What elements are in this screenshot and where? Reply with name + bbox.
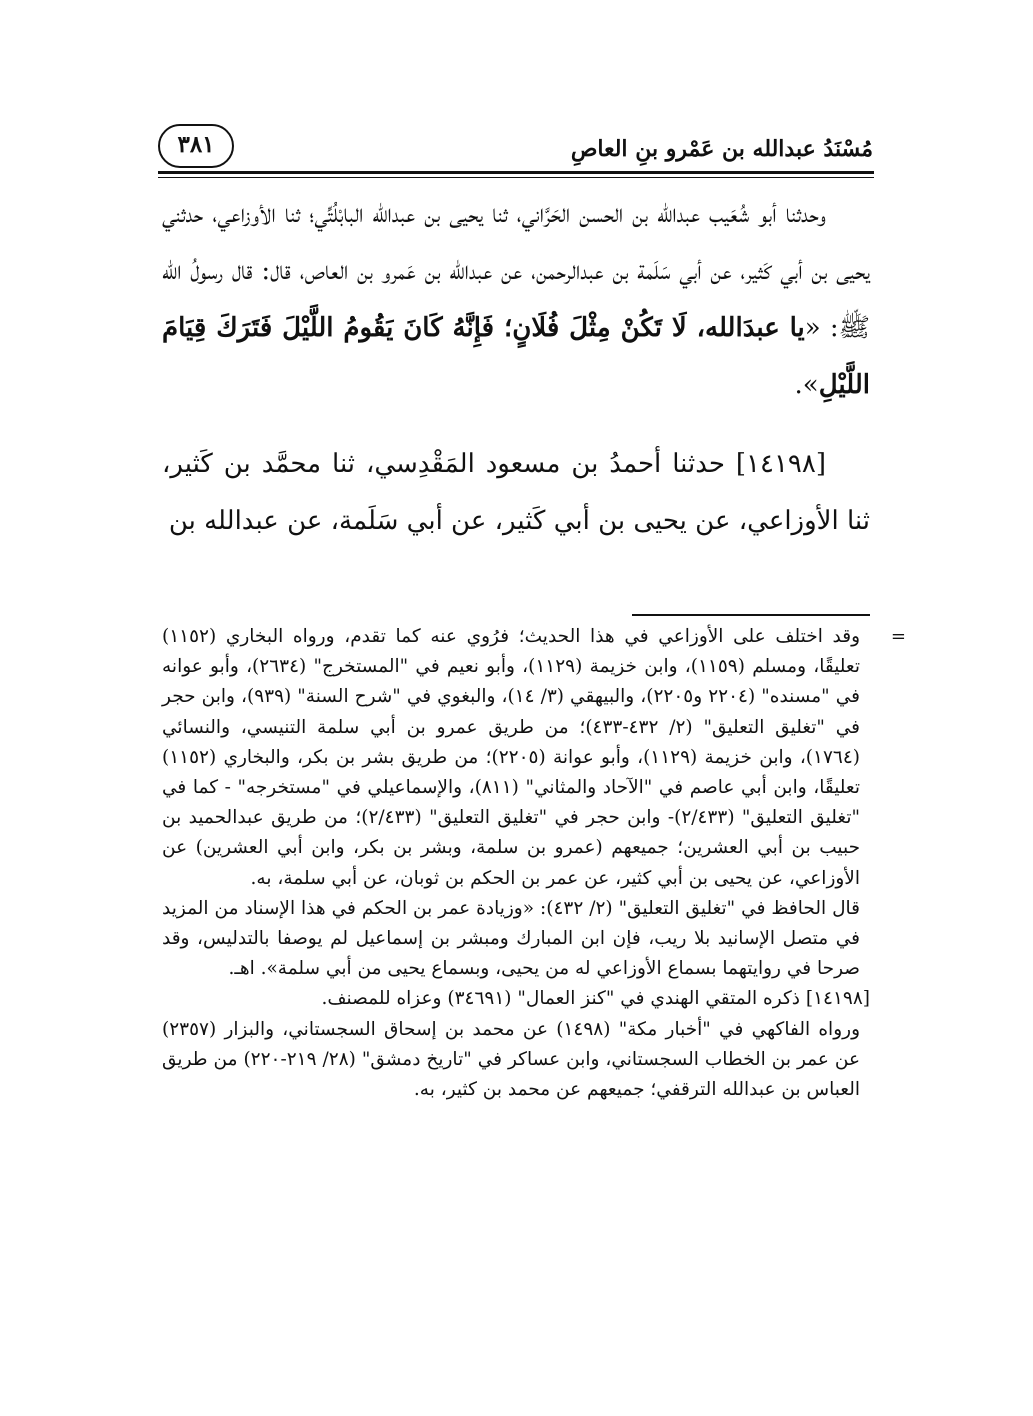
paragraph-hadith-chain xyxy=(162,186,870,414)
hadith-quote: يا عبدَالله، لَا تَكُنْ مِثْلَ فُلَانٍ؛ فَإِنَّهُ كَانَ يَقُومُ اللَّيْلَ فَتَرَكَ قِيَامَ اللَّيْلِ xyxy=(162,313,870,400)
footnote-hafiz-quote: قال الحافظ في "تغليق التعليق" (٢/ ٤٣٢): «وزيادة عمر بن الحكم في هذا الإسناد من المزيد في متصل الإسانيد بلا ريب، فإن ابن المبارك ومبشر بن إسماعيل لم يوصفا بالتدليس، وقد صرحا في روايتهما بسماع الأوزاعي له من يحيى، وبسماع يحيى من أبي سلمة». اهـ. xyxy=(162,897,861,980)
footnote-continuation xyxy=(162,622,906,894)
page-header xyxy=(160,118,873,178)
footnote-continuation-text: وقد اختلف على الأوزاعي في هذا الحديث؛ فرُوي عنه كما تقدم، ورواه البخاري (١١٥٢) تعليقًا، ومسلم (١١٥٩)، وابن خزيمة (١١٢٩)، وأبو نعيم في "المستخرج" (٢٦٣٤)، وأبو عوانه في "مسنده" (٢٢٠٤ و٢٢٠٥)، والبيهقي (٣/ ١٤)، والبغوي في "شرح السنة" (٩٣٩)، وابن حجر في "تغليق التعليق" (٢/ ٤٣٢-٤٣٣)؛ من طريق عمرو بن أبي سلمة التنيسي، والنسائي (١٧٦٤)، وابن خزيمة (١١٢٩)، وأبو عوانة (٢٢٠٥)؛ من طريق بشر بن بكر، والبخاري (١١٥٢) تعليقًا، وابن أبي عاصم في "الآحاد والمثاني" (٨١١)، والإسماعيلي في "مستخرجه" - كما في "تغليق التعليق" (٢/٤٣٣)- وابن حجر في "تغليق التعليق" (٢/٤٣٣)؛ من طريق عبدالحميد بن حبيب بن أبي العشرين؛ جميعهم (عمرو بن سلمة، وبشر بن بكر، وابن أبي العشرين) عن الأوزاعي، عن يحيى بن أبي كثير، عن عمر بن الحكم بن ثوبان، عن أبي سلمة، به. xyxy=(162,626,860,889)
footnote-14198-body: ورواه الفاكهي في "أخبار مكة" (١٤٩٨) عن محمد بن إسحاق السجستاني، والبزار (٢٣٥٧) عن عمر بن الخطاب السجستاني، وابن عساكر في "تاريخ دمشق" (٢٨/ ٢١٩-٢٢٠) من طريق العباس بن عبدالله الترقفي؛ جميعهم عن محمد بن كثير، به. xyxy=(162,1018,861,1101)
footnote-separator xyxy=(632,614,870,616)
main-text xyxy=(162,186,870,550)
header-rule-thick xyxy=(158,171,874,174)
hadith-quote-close: ». xyxy=(794,370,819,400)
footnote-14198-head: [١٤١٩٨] ذكره المتقي الهندي في "كنز العمال" (٣٤٦٩١) وعزاه للمصنف. xyxy=(321,988,870,1010)
hadith-chain-text: وحدثنا أبو شُعَيب عبدالله بن الحسن الحَرَّاني، ثنا يحيى بن عبدالله البابْلُتِّي؛ ثنا الأوزاعي، حدثني يحيى بن أبي كَثير، عن أبي سَلَمة بن عبدالرحمن، عن عبدالله بن عَمرو بن العاص، قال: قال رسولُ الله ﷺ: « xyxy=(162,199,870,343)
running-title: مُسْنَدُ عبدالله بن عَمْرو بنِ العاصِ xyxy=(570,136,873,162)
continuation-mark: = xyxy=(890,626,906,647)
page-number-badge: ٣٨١ xyxy=(158,124,234,168)
header-rule-thin xyxy=(158,177,874,178)
footnotes xyxy=(162,622,906,1105)
paragraph-hadith-14198: [١٤١٩٨] حدثنا أحمدُ بن مسعود المَقْدِسي، ثنا محمَّد بن كَثير، ثنا الأوزاعي، عن يحيى بن أبي كَثير، عن أبي سَلَمة، عن عبدالله بن xyxy=(162,449,870,536)
